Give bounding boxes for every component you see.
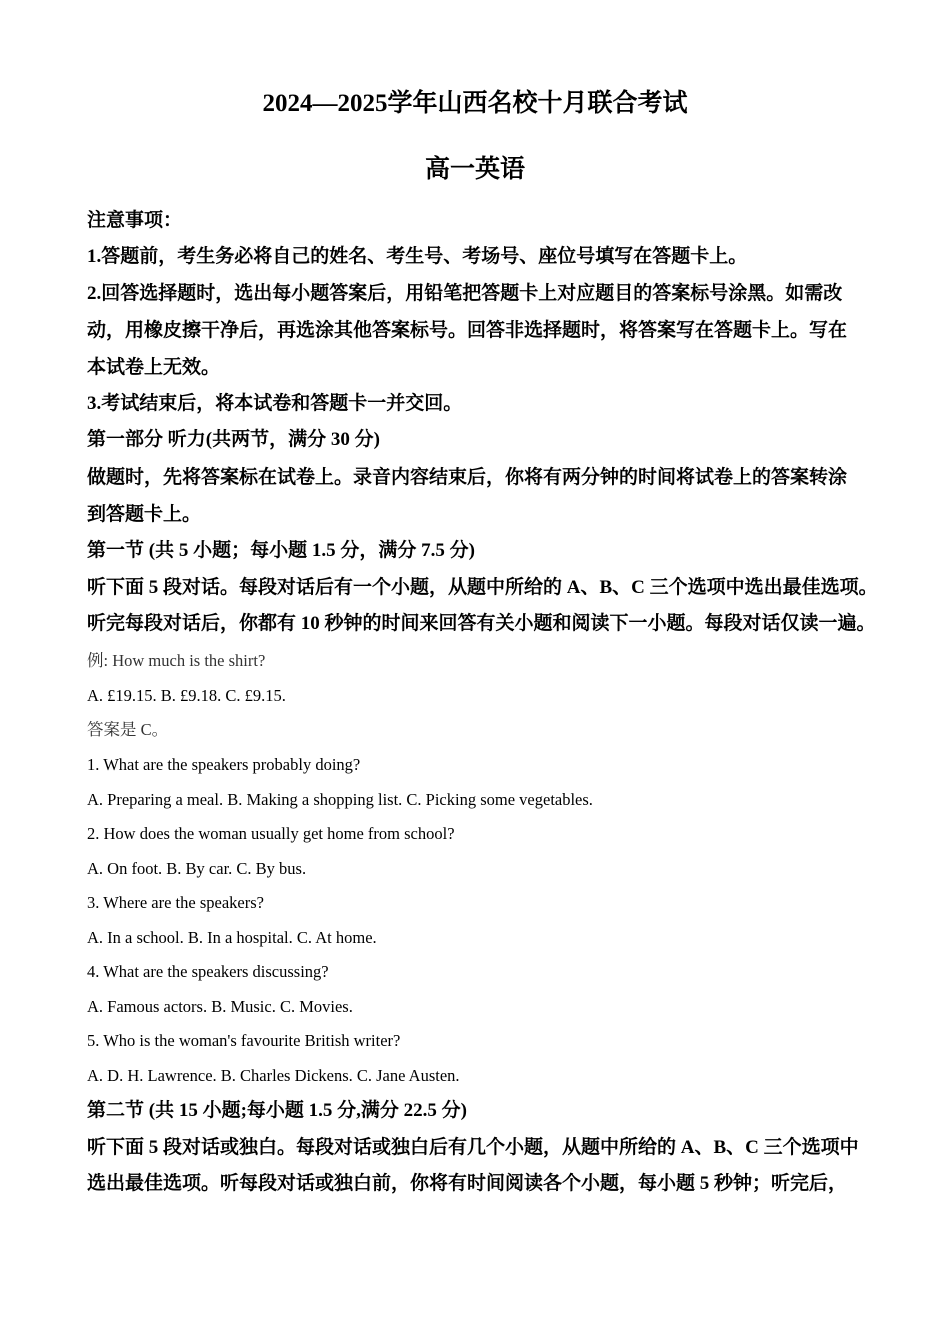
section2-instruction-line-1: 听下面 5 段对话或独白。每段对话或独白后有几个小题，从题中所给的 A、B、C 三个选项中 [87,1137,859,1158]
section1-heading: 第一节 (共 5 小题；每小题 1.5 分，满分 7.5 分) [87,540,475,561]
part1-instruction-line-2: 到答题卡上。 [87,504,202,525]
part1-heading: 第一部分 听力(共两节，满分 30 分) [87,429,380,450]
section1-instruction-line-2: 听完每段对话后，你都有 10 秒钟的时间来回答有关小题和阅读下一小题。每段对话仅读一遍。 [87,613,876,634]
question-2: 2. How does the woman usually get home from school? [87,824,455,843]
section2-instruction-line-2: 选出最佳选项。听每段对话或独白前，你将有时间阅读各个小题，每小题 5 秒钟；听完后， [87,1173,848,1194]
question-4: 4. What are the speakers discussing? [87,962,329,981]
question-2-options: A. On foot. B. By car. C. By bus. [87,859,307,878]
notice-item-1: 1.答题前，考生务必将自己的姓名、考生号、考场号、座位号填写在答题卡上。 [87,246,748,267]
question-5-options: A. D. H. Lawrence. B. Charles Dickens. C. Jane Austen. [87,1066,460,1085]
section1-instruction-line-1: 听下面 5 段对话。每段对话后有一个小题，从题中所给的 A、B、C 三个选项中选出最佳选项。 [87,577,878,598]
exam-title: 2024—2025学年山西名校十月联合考试 [262,90,688,117]
example-question: 例: How much is the shirt? [87,651,266,670]
notice-heading: 注意事项： [87,210,183,231]
notice-item-2-line-2: 动，用橡皮擦干净后，再选涂其他答案标号。回答非选择题时，将答案写在答题卡上。写在 [87,320,848,341]
question-5: 5. Who is the woman's favourite British writer? [87,1031,401,1050]
notice-item-2-line-1: 2.回答选择题时，选出每小题答案后，用铅笔把答题卡上对应题目的答案标号涂黑。如需改 [87,283,843,304]
question-4-options: A. Famous actors. B. Music. C. Movies. [87,997,353,1016]
section2-heading: 第二节 (共 15 小题;每小题 1.5 分,满分 22.5 分) [87,1100,467,1121]
question-3: 3. Where are the speakers? [87,893,264,912]
question-3-options: A. In a school. B. In a hospital. C. At home. [87,928,377,947]
part1-instruction-line-1: 做题时，先将答案标在试卷上。录音内容结束后，你将有两分钟的时间将试卷上的答案转涂 [87,467,848,488]
example-options: A. £19.15. B. £9.18. C. £9.15. [87,686,286,705]
subject-title: 高一英语 [424,156,525,183]
question-1: 1. What are the speakers probably doing? [87,755,361,774]
question-1-options: A. Preparing a meal. B. Making a shopping list. C. Picking some vegetables. [87,790,593,809]
notice-item-2-line-3: 本试卷上无效。 [87,357,221,378]
example-answer: 答案是 C。 [87,720,169,739]
notice-item-3: 3.考试结束后，将本试卷和答题卡一并交回。 [87,393,463,414]
